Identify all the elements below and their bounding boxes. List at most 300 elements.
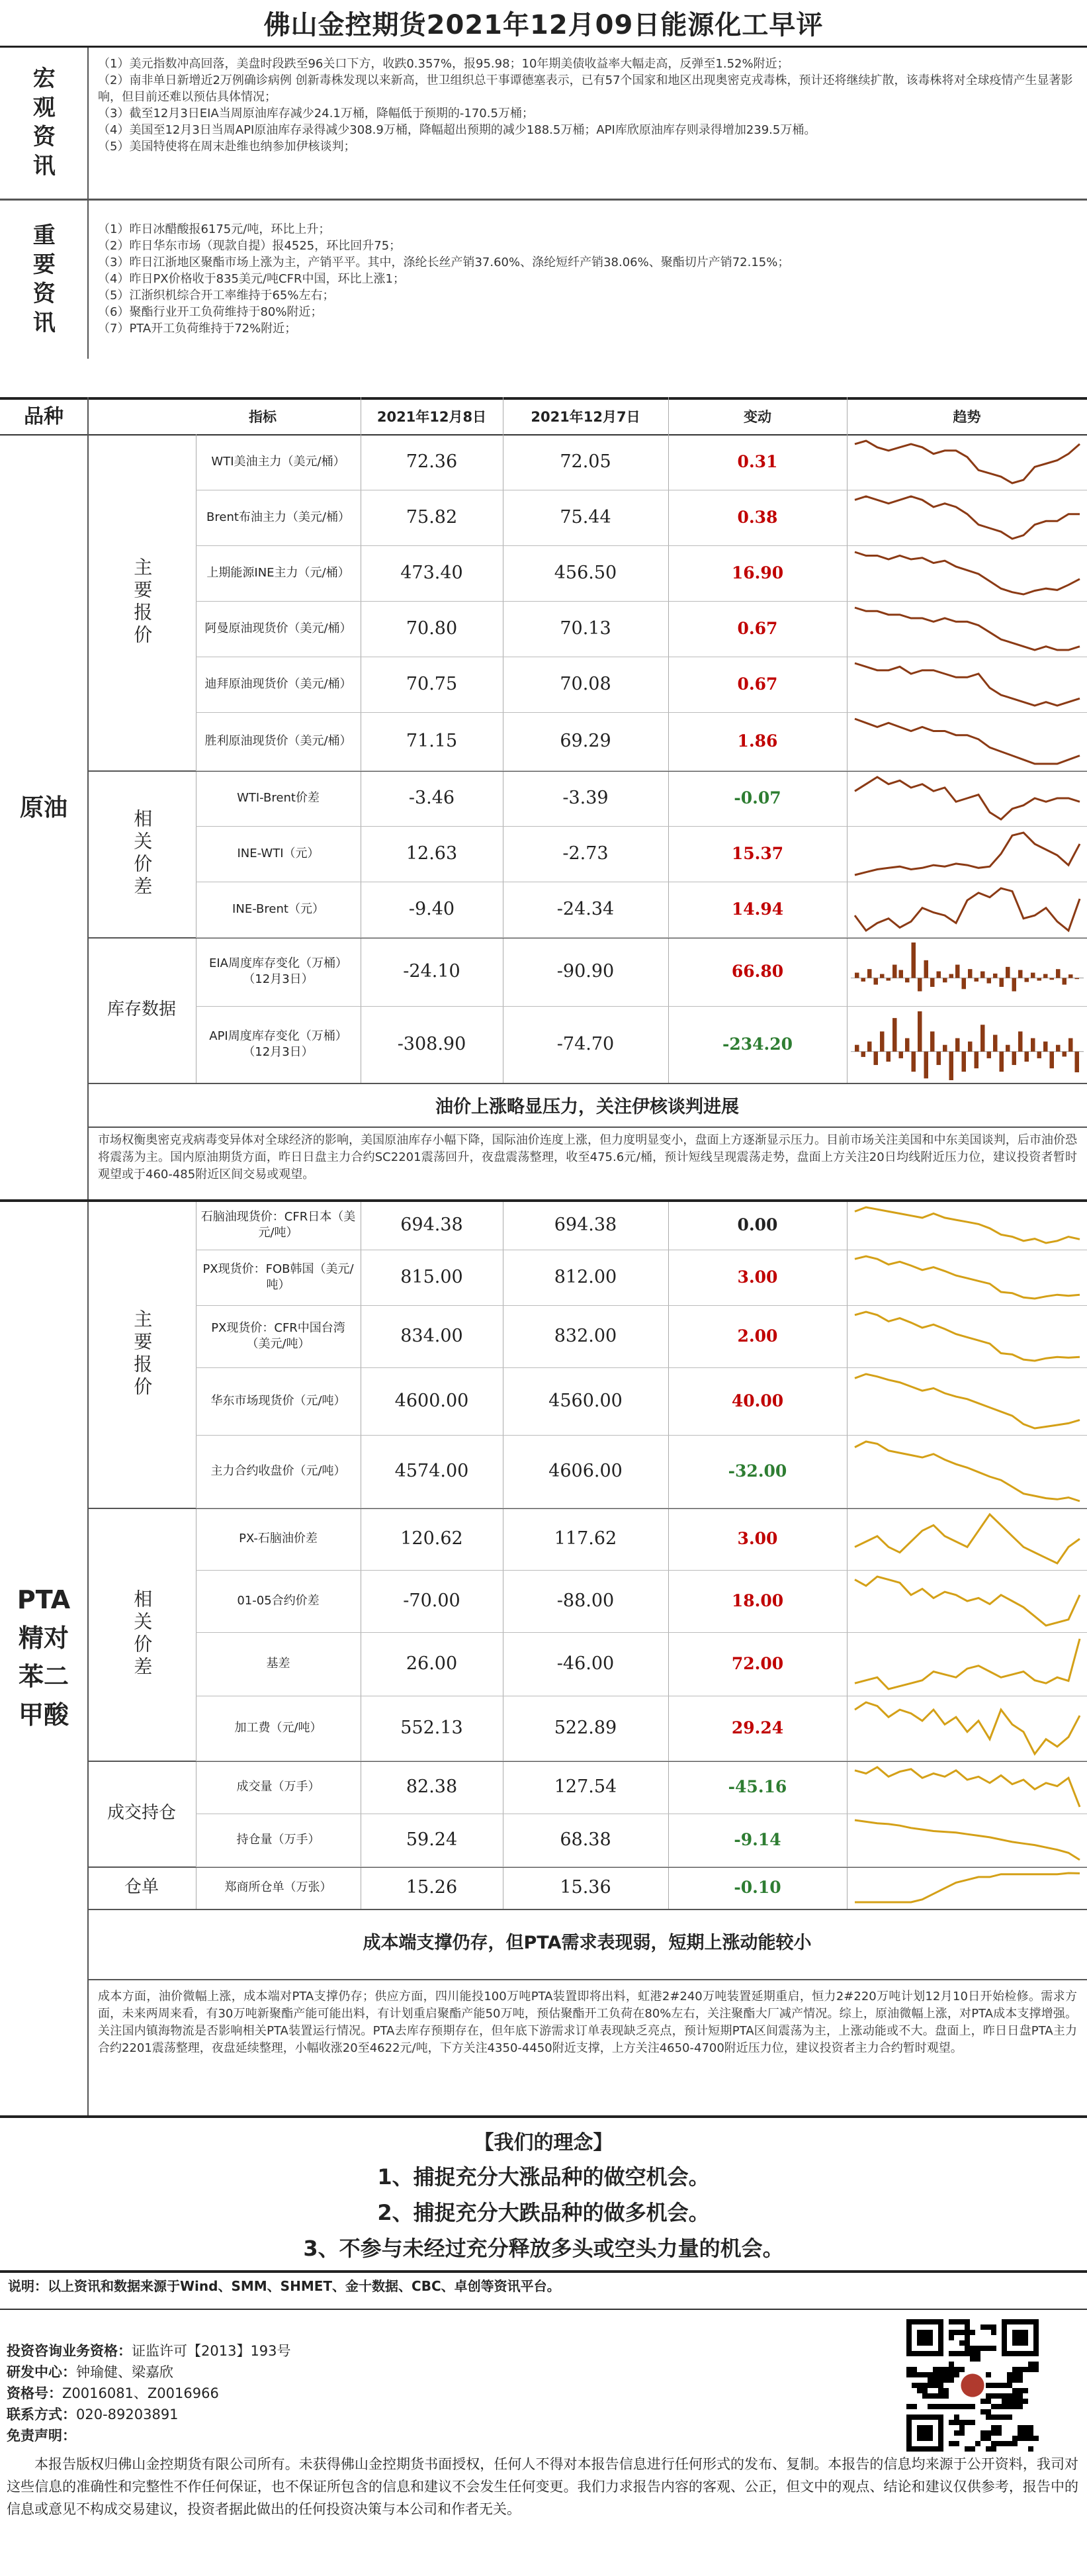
trend-line (855, 1514, 1080, 1563)
change-value: 0.38 (737, 508, 778, 527)
qr-module (1018, 2430, 1023, 2436)
qr-module (1002, 2404, 1007, 2409)
disclaimer-label: 免责声明： (7, 2428, 76, 2444)
inventory-bar (962, 978, 967, 989)
trend-sparkline (851, 715, 1084, 768)
qr-module (1028, 2425, 1033, 2430)
pta-group-price: 主要报价 (131, 1309, 153, 1399)
contact-value: 020-89203891 (76, 2407, 179, 2422)
trend-line (855, 1207, 1080, 1243)
qr-module (959, 2404, 965, 2409)
qr-module (933, 2404, 938, 2409)
trend-sparkline (851, 1203, 1084, 1247)
qr-module (1007, 2383, 1012, 2388)
inventory-bar (949, 1052, 954, 1080)
qr-module (1028, 2436, 1033, 2441)
qr-module (1007, 2399, 1012, 2404)
value-current: 70.80 (406, 618, 458, 639)
row-divider (196, 1632, 1087, 1633)
row-divider (196, 712, 1087, 713)
trend-line (855, 1702, 1080, 1754)
value-current: 815.00 (400, 1267, 463, 1287)
qr-module (917, 2425, 933, 2441)
change-value: 3.00 (737, 1529, 778, 1548)
qr-module (1028, 2362, 1033, 2367)
qr-module (991, 2393, 996, 2399)
qr-module (912, 2383, 917, 2388)
qr-module (965, 2324, 970, 2330)
qr-module (954, 2404, 959, 2409)
indicator-name: INE-WTI（元） (237, 847, 320, 860)
qr-module (1023, 2425, 1028, 2430)
qr-module (986, 2372, 991, 2377)
inventory-bar (1025, 978, 1029, 982)
value-current: -308.90 (397, 1034, 466, 1054)
qr-module (949, 2330, 954, 2335)
indicator-name: 阿曼原油现货价（美元/桶） (204, 621, 352, 635)
change-value: 3.00 (737, 1267, 778, 1287)
qr-module (1018, 2367, 1023, 2372)
qr-module (943, 2404, 949, 2409)
important-line: （4）昨日PX价格收于835美元/吨CFR中国，环比上涨1； (98, 272, 405, 286)
qr-module (1023, 2399, 1028, 2404)
inventory-bar (1056, 1045, 1061, 1052)
trend-sparkline (851, 1438, 1084, 1505)
pta-summary: 成本端支撑仍存，但PTA需求表现弱，短期上涨动能较小 (363, 1932, 812, 1953)
qr-module (1018, 2436, 1023, 2441)
important-line: （3）昨日江浙地区聚酯市场上涨为主，产销平平。其中，涤纶长丝产销37.60%、涤纶短纤产销38.06%、聚酯切片产销72.15%； (98, 255, 790, 269)
trend-bar-chart (851, 1009, 1084, 1080)
value-previous: -2.73 (562, 843, 609, 864)
qr-module (938, 2388, 943, 2393)
trend-line (855, 496, 1080, 539)
qr-module (970, 2420, 975, 2425)
crude-analysis: 市场权衡奥密克戎病毒变异体对全球经济的影响，美国原油库存小幅下降，国际油价连度上涨，但力度明显变小，盘面上方逐渐显示压力。目前市场关注美国和中东美国谈判，后市油价恐将震荡为主。国内原油期货方面，昨日日盘主力合约SC2201震荡回升，夜盘震荡整理，收至475.6元/桶，预计短线呈现震荡走势，盘面上方关注20日均线附近压力位，建议投资者暂时观望或于460-485附近区间交易或观望。 (98, 1133, 1077, 1181)
qr-module (954, 2441, 959, 2446)
indicator-name: API周度库存变化（万桶）（12月3日） (209, 1029, 347, 1059)
change-value: 0.31 (737, 452, 778, 471)
qr-module (1002, 2441, 1007, 2446)
change-value: 0.00 (737, 1215, 778, 1234)
inventory-bar (968, 1042, 973, 1052)
qr-module (991, 2346, 996, 2351)
inventory-bar (918, 1011, 922, 1052)
inventory-bar (1063, 1052, 1067, 1057)
value-previous: -88.00 (556, 1590, 615, 1611)
value-previous: 812.00 (554, 1267, 617, 1287)
qr-module (986, 2446, 991, 2452)
row-divider (196, 770, 1087, 771)
qr-module (922, 2388, 928, 2393)
qr-module (1018, 2377, 1023, 2383)
change-value: -0.07 (734, 788, 781, 807)
qr-module (991, 2330, 996, 2335)
qr-module (959, 2319, 965, 2324)
qr-module (975, 2356, 980, 2362)
inventory-bar (918, 978, 922, 991)
qr-module (996, 2404, 1002, 2409)
qr-module (1007, 2393, 1012, 2399)
important-section-label: 重要资讯 (28, 223, 56, 340)
inventory-bar (1056, 969, 1061, 978)
qr-module (991, 2383, 996, 2388)
value-current: -24.10 (403, 961, 460, 982)
macro-line: （4）美国至12月3日当周API原油库存录得减少308.9万桶，降幅超出预期的减少188.5万桶；API库欣原油库存则录得增加239.5万桶。 (98, 123, 816, 137)
indicator-name: 胜利原油现货价（美元/桶） (204, 734, 352, 748)
qr-module (1012, 2436, 1018, 2441)
qr-module (949, 2404, 954, 2409)
indicator-name: 石脑油现货价：CFR日本（美元/吨） (200, 1210, 356, 1240)
value-previous: -46.00 (556, 1653, 615, 1674)
indicator-name: 郑商所仓单（万张） (224, 1880, 332, 1894)
inventory-bar (1031, 973, 1035, 978)
qr-module (970, 2446, 975, 2452)
change-value: 15.37 (731, 844, 784, 863)
qr-module (970, 2351, 975, 2356)
indicator-name: 主力合约收盘价（元/吨） (210, 1464, 346, 1478)
qr-module (928, 2393, 933, 2399)
value-current: 473.40 (400, 563, 463, 583)
value-current: 26.00 (406, 1653, 458, 1674)
indicator-name: Brent布油主力（美元/桶） (206, 510, 350, 524)
trend-line (855, 1639, 1080, 1689)
qr-module (975, 2346, 980, 2351)
qr-module (970, 2356, 975, 2362)
qr-module (1018, 2372, 1023, 2377)
change-value: -32.00 (728, 1461, 787, 1481)
qr-module (959, 2340, 965, 2346)
macro-section-label: 宏观资讯 (28, 66, 56, 183)
trend-line (855, 833, 1080, 875)
qr-module (917, 2372, 922, 2377)
cert-label: 资格号： (7, 2385, 62, 2401)
inventory-bar (943, 978, 947, 983)
inventory-bar (1012, 1052, 1017, 1065)
indicator-name: 成交量（万手） (236, 1780, 320, 1794)
qr-module (980, 2430, 986, 2436)
value-current: 71.15 (406, 731, 458, 751)
change-value: 66.80 (731, 962, 784, 981)
cert-value: Z0016081、Z0016966 (62, 2385, 219, 2401)
qr-module (1023, 2436, 1028, 2441)
value-current: 552.13 (400, 1718, 463, 1738)
inventory-bar (993, 1035, 998, 1051)
inventory-bar (912, 943, 916, 978)
qr-module (943, 2388, 949, 2393)
inventory-bar (1031, 1038, 1035, 1052)
row-divider (196, 601, 1087, 602)
row-divider (196, 826, 1087, 827)
trend-line (855, 552, 1080, 594)
qr-module (965, 2319, 970, 2324)
qr-module (949, 2362, 954, 2367)
crude-group-spread: 相关价差 (131, 809, 153, 899)
qr-module (986, 2430, 991, 2436)
qr-module (1028, 2430, 1033, 2436)
trend-sparkline (851, 1370, 1084, 1432)
qr-module (954, 2420, 959, 2425)
qr-module (996, 2425, 1002, 2430)
header-trend: 趋势 (953, 409, 981, 425)
trend-sparkline (851, 1698, 1084, 1758)
inventory-bar (1075, 1052, 1080, 1072)
center-value: 钟瑜健、梁嘉欣 (76, 2364, 173, 2380)
trend-line (855, 1873, 1080, 1902)
change-value: 40.00 (731, 1391, 784, 1410)
indicator-name: 01-05合约价差 (237, 1594, 320, 1608)
trend-line (855, 1577, 1080, 1626)
qr-module (991, 2446, 996, 2452)
inventory-bar (867, 1042, 872, 1052)
qr-module (1033, 2367, 1039, 2372)
trend-line (855, 608, 1080, 650)
inventory-bar (980, 1025, 985, 1052)
qr-code-icon (906, 2319, 1039, 2452)
trend-sparkline (851, 1869, 1084, 1906)
qr-module (954, 2330, 959, 2335)
inventory-bar (1050, 1052, 1055, 1068)
qr-module (986, 2383, 991, 2388)
inventory-bar (861, 978, 866, 982)
change-value: -45.16 (728, 1777, 787, 1796)
inventory-bar (955, 965, 960, 978)
important-line: （5）江浙织机综合开工率维持于65%左右； (98, 289, 335, 302)
qr-module (922, 2393, 928, 2399)
philosophy-item: 3、不参与未经过充分释放多头或空头力量的机会。 (303, 2236, 784, 2261)
qr-module (996, 2383, 1002, 2388)
value-current: 59.24 (406, 1829, 458, 1850)
trend-sparkline (851, 492, 1084, 543)
inventory-bar (1037, 978, 1042, 981)
trend-sparkline (851, 1308, 1084, 1365)
trend-sparkline (851, 1635, 1084, 1693)
qr-module (986, 2409, 991, 2415)
trend-line (855, 1374, 1080, 1428)
qr-module (959, 2351, 965, 2356)
qr-module (933, 2383, 938, 2388)
qr-module (1007, 2372, 1012, 2377)
qr-module (991, 2404, 996, 2409)
value-previous: -74.70 (556, 1034, 615, 1054)
qr-module (906, 2404, 912, 2409)
qr-module (986, 2399, 991, 2404)
inventory-bar (874, 1052, 879, 1065)
trend-sparkline (851, 1252, 1084, 1303)
inventory-bar (937, 1052, 941, 1065)
header-date2: 2021年12月7日 (531, 409, 640, 425)
indicator-name: 加工费（元/吨） (234, 1721, 322, 1735)
qr-module (933, 2372, 938, 2377)
qr-module (933, 2377, 938, 2383)
inventory-bar (905, 1038, 910, 1052)
trend-line (855, 1312, 1080, 1361)
inventory-bar (1068, 1038, 1073, 1052)
value-current: 82.38 (406, 1776, 458, 1797)
change-value: -9.14 (734, 1830, 781, 1849)
qr-module (954, 2367, 959, 2372)
trend-bar-chart (851, 940, 1084, 1003)
inventory-bar (1000, 1052, 1004, 1072)
pta-analysis: 成本方面，油价微幅上涨，成本端对PTA支撑仍存；供应方面，四川能投100万吨PTA装置即将出料，虹港2#240万吨装置延期重启，恒力2#220万吨计划12月10日开始检修。需求方面，未来两周来看，有30万吨新聚酯产能可能出料，有计划重启聚酯产能50万吨，预估聚酯开工负荷在80%左右，关注聚酯大厂减产情况。综上，原油微幅上涨，对PTA成本支撑增强。关注国内镇海物流是否影响相关PTA装置运行情况。PTA去库存预期存在，但年底下游需求订单表现缺乏亮点，预计短期PTA区间震荡为主，上涨动能或不大。盘面上，昨日日盘PTA主力合约2201震荡整理，夜盘延续整理，小幅收涨20至4622元/吨，下方关注4350-4450附近支撑，上方关注4650-4700附近压力位，建议投资者主力合约暂时观望。 (98, 1990, 1077, 2055)
value-previous: -90.90 (556, 961, 615, 982)
philosophy-item: 1、捕捉充分大涨品种的做空机会。 (377, 2164, 710, 2189)
row-divider (196, 1006, 1087, 1007)
qr-module (986, 2393, 991, 2399)
qr-module (922, 2383, 928, 2388)
qr-module (1028, 2446, 1033, 2452)
qr-module (938, 2393, 943, 2399)
trend-line (855, 888, 1080, 931)
inventory-bar (943, 1045, 947, 1052)
qr-module (970, 2330, 975, 2335)
qr-module (965, 2404, 970, 2409)
important-line: （2）昨日华东市场（现款自提）报4525，环比回升75； (98, 239, 402, 253)
qr-module (959, 2330, 965, 2335)
qr-module (949, 2372, 954, 2377)
inventory-bar (1043, 974, 1048, 978)
trend-line (855, 1256, 1080, 1299)
value-current: 4574.00 (394, 1461, 469, 1481)
qr-module (1018, 2388, 1023, 2393)
macro-line: （1）美元指数冲高回落，美盘时段跌至96关口下方，收跌0.357%，报95.98；10年期美债收益率大幅走高，反弹至1.52%附近； (98, 57, 789, 71)
qr-module (1002, 2383, 1007, 2388)
inventory-bar (924, 960, 929, 978)
qr-module (996, 2393, 1002, 2399)
row-divider (196, 1570, 1087, 1571)
qr-module (943, 2377, 949, 2383)
value-previous: 117.62 (554, 1528, 617, 1549)
qr-module (959, 2420, 965, 2425)
value-current: 70.75 (406, 674, 458, 694)
trend-line (855, 777, 1080, 819)
inventory-bar (912, 1052, 916, 1072)
row-divider (196, 1435, 1087, 1436)
crude-group-inventory: 库存数据 (107, 999, 176, 1020)
qualification-value: 证监许可【2013】193号 (132, 2343, 291, 2359)
trend-line (855, 663, 1080, 706)
inventory-bar (1068, 974, 1073, 978)
header-indicator: 指标 (249, 409, 277, 425)
philosophy-title: 【我们的理念】 (474, 2131, 613, 2154)
value-previous: 15.36 (560, 1877, 611, 1898)
qr-module (938, 2377, 943, 2383)
pta-section-label: PTA精对苯二甲酸 (17, 1585, 71, 1729)
change-value: 14.94 (731, 899, 784, 919)
qr-module (954, 2319, 959, 2324)
value-previous: 127.54 (554, 1776, 617, 1797)
qr-module (933, 2393, 938, 2399)
value-previous: 522.89 (554, 1718, 617, 1738)
qr-module (991, 2441, 996, 2446)
value-current: 72.36 (406, 451, 458, 472)
important-news (98, 221, 1077, 337)
inventory-bar (905, 978, 910, 983)
indicator-name: 持仓量（万手） (236, 1833, 320, 1847)
qr-module (1018, 2404, 1023, 2409)
qr-module (954, 2351, 959, 2356)
value-previous: -3.39 (562, 788, 609, 808)
qr-module (906, 2372, 912, 2377)
pta-group-warehouse: 仓单 (124, 1877, 159, 1898)
inventory-bar (899, 1052, 904, 1058)
change-value: 0.67 (737, 619, 778, 638)
header-change: 变动 (744, 409, 771, 425)
value-current: 4600.00 (394, 1391, 469, 1411)
qr-module (965, 2420, 970, 2425)
crude-group-price: 主要报价 (131, 557, 153, 647)
qr-module (959, 2430, 965, 2436)
qr-module (1023, 2430, 1028, 2436)
trend-sparkline (851, 437, 1084, 487)
pta-group-volume: 成交持仓 (107, 1803, 176, 1823)
qr-module (949, 2367, 954, 2372)
qr-module (970, 2404, 975, 2409)
row-divider (196, 937, 1087, 938)
qr-module (1018, 2425, 1023, 2430)
center-label: 研发中心： (7, 2364, 76, 2380)
value-current: -9.40 (408, 899, 455, 919)
value-previous: 69.29 (560, 731, 611, 751)
inventory-bar (1006, 1045, 1010, 1052)
qr-module (980, 2409, 986, 2415)
qr-module (938, 2367, 943, 2372)
qr-module (1012, 2404, 1018, 2409)
row-divider (196, 1367, 1087, 1368)
indicator-name: PX现货价：CFR中国台湾（美元/吨） (211, 1321, 345, 1351)
value-previous: 72.05 (560, 451, 611, 472)
qr-module (949, 2441, 954, 2446)
qr-module (949, 2351, 954, 2356)
qr-module (986, 2346, 991, 2351)
inventory-bar (892, 965, 897, 978)
trend-sparkline (851, 659, 1084, 710)
inventory-bar (949, 974, 954, 978)
change-value: 18.00 (731, 1591, 784, 1610)
qr-module (912, 2372, 917, 2377)
value-previous: 832.00 (554, 1326, 617, 1346)
row-divider (196, 1866, 1087, 1867)
value-previous: 70.13 (560, 618, 611, 639)
qr-module (928, 2372, 933, 2377)
important-line: （7）PTA开工负荷维持于72%附近； (98, 322, 297, 336)
qr-logo (961, 2373, 984, 2397)
value-previous: 70.08 (560, 674, 611, 694)
inventory-bar (993, 974, 998, 978)
inventory-bar (930, 978, 935, 987)
qr-module (965, 2346, 970, 2351)
inventory-bar (930, 1031, 935, 1051)
value-current: 75.82 (406, 507, 458, 528)
important-line: （6）聚酯行业开工负荷维持于80%附近； (98, 305, 323, 319)
inventory-bar (887, 1052, 891, 1062)
qr-module (949, 2377, 954, 2383)
qr-module (965, 2340, 970, 2346)
qr-module (965, 2446, 970, 2452)
qr-module (928, 2404, 933, 2409)
qr-module (965, 2335, 970, 2340)
indicator-name: EIA周度库存变化（万桶）（12月3日） (209, 956, 347, 986)
qr-module (943, 2367, 949, 2372)
value-current: 120.62 (400, 1528, 463, 1549)
qr-module (980, 2436, 986, 2441)
qr-module (917, 2383, 922, 2388)
inventory-bar (1037, 1052, 1042, 1058)
qr-module (986, 2436, 991, 2441)
qr-module (1012, 2330, 1028, 2346)
value-current: -3.46 (408, 788, 455, 808)
qr-module (912, 2367, 917, 2372)
inventory-bar (855, 973, 859, 978)
